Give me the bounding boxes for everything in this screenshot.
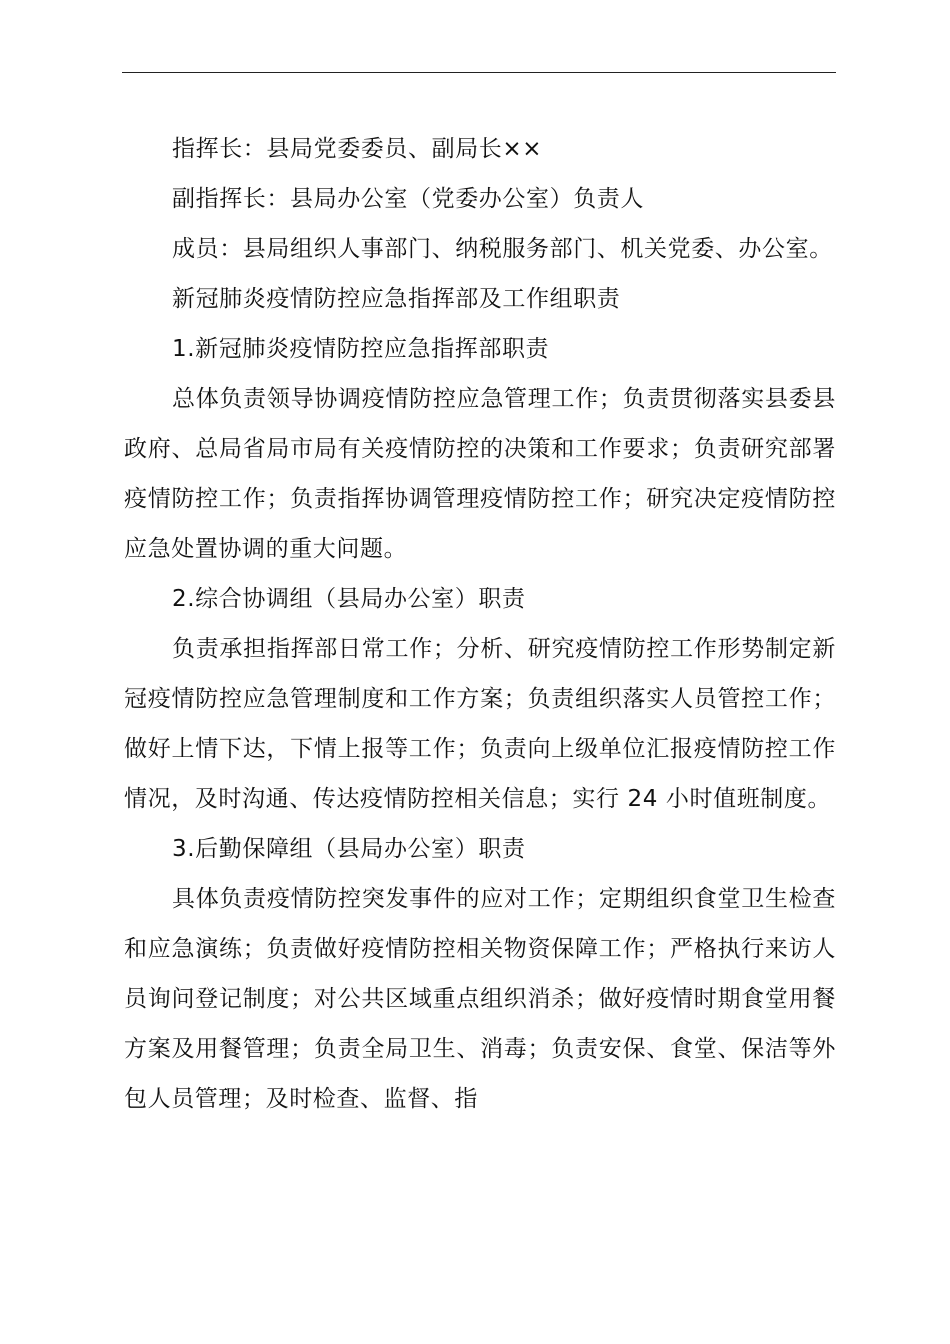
paragraph-coordination-duties: 负责承担指挥部日常工作；分析、研究疫情防控工作形势制定新冠疫情防控应急管理制度和工作方案；负责组织落实人员管控工作；做好上情下达，下情上报等工作；负责向上级单位汇报疫情防控工作情况，及时沟通、传达疫情防控相关信息；实行 24 小时值班制度。	[124, 636, 836, 812]
paragraph-deputy-commander: 副指挥长：县局办公室（党委办公室）负责人	[172, 186, 644, 212]
section-heading: 新冠肺炎疫情防控应急指挥部及工作组职责	[172, 286, 621, 312]
paragraph-commander: 指挥长：县局党委委员、副局长××	[172, 136, 543, 162]
paragraph-hq-duties: 总体负责领导协调疫情防控应急管理工作；负责贯彻落实县委县政府、总局省局市局有关疫情防控的决策和工作要求；负责研究部署疫情防控工作；负责指挥协调管理疫情防控工作；研究决定疫情防控应急处置协调的重大问题。	[124, 386, 836, 562]
paragraph-members: 成员：县局组织人事部门、纳税服务部门、机关党委、办公室。	[172, 236, 833, 262]
subsection-heading-3: 3.后勤保障组（县局办公室）职责	[172, 836, 526, 862]
document-body	[124, 124, 836, 1124]
subsection-heading-1: 1.新冠肺炎疫情防控应急指挥部职责	[172, 336, 550, 362]
header-rule	[122, 72, 836, 73]
paragraph-logistics-duties: 具体负责疫情防控突发事件的应对工作；定期组织食堂卫生检查和应急演练；负责做好疫情防控相关物资保障工作；严格执行来访人员询问登记制度；对公共区域重点组织消杀；做好疫情时期食堂用餐方案及用餐管理；负责全局卫生、消毒；负责安保、食堂、保洁等外包人员管理；及时检查、监督、指	[124, 886, 836, 1112]
subsection-heading-2: 2.综合协调组（县局办公室）职责	[172, 586, 526, 612]
